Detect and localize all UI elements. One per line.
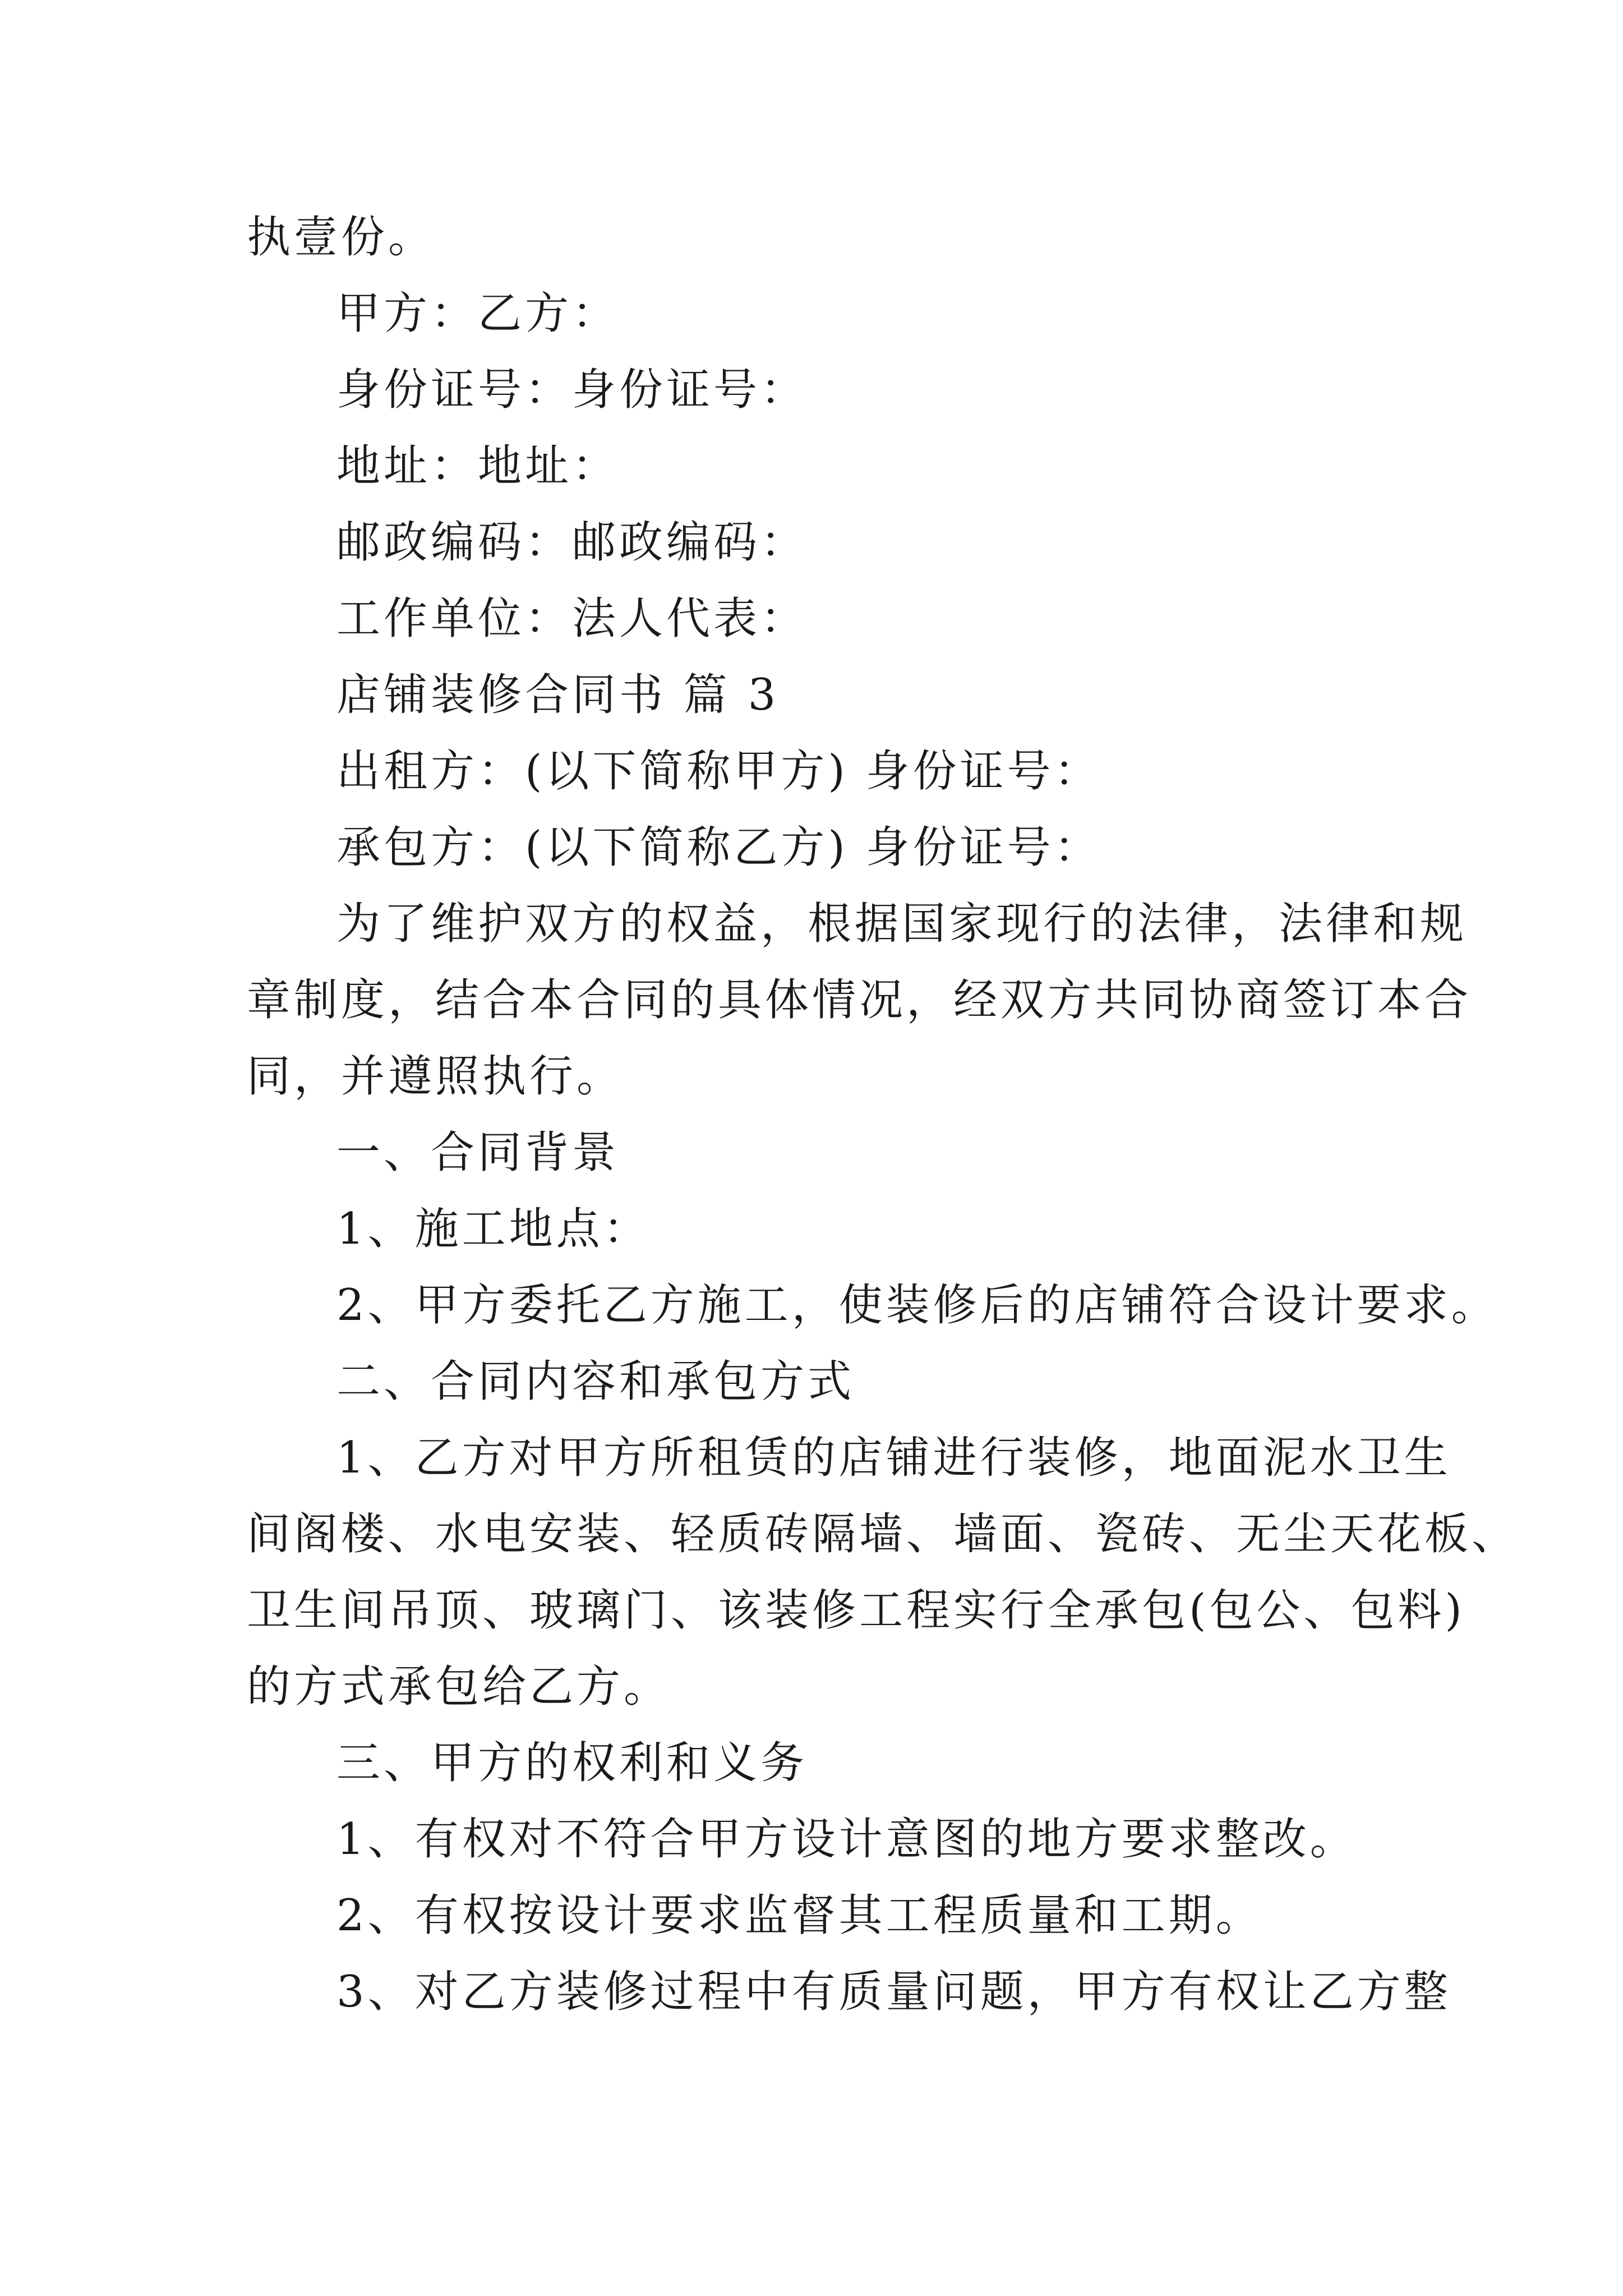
text-line: 1、有权对不符合甲方设计意图的地方要求整改。 xyxy=(336,1814,1357,1865)
text-line: 承包方：(以下简称乙方) 身份证号： xyxy=(336,822,1101,873)
text-line: 2、有权按设计要求监督其工程质量和工期。 xyxy=(336,1890,1263,1941)
text-line: 甲方：乙方： xyxy=(336,288,620,339)
text-line: 地址：地址： xyxy=(336,441,620,491)
section-heading: 店铺装修合同书 篇 3 xyxy=(336,670,780,720)
text-line: 工作单位：法人代表： xyxy=(336,593,808,644)
text-line: 1、乙方对甲方所租赁的店铺进行装修，地面泥水卫生 xyxy=(336,1433,1451,1483)
text-line: 同，并遵照执行。 xyxy=(247,1051,624,1102)
text-line: 出租方：(以下简称甲方) 身份证号： xyxy=(336,746,1101,797)
text-line: 3、对乙方装修过程中有质量问题，甲方有权让乙方整 xyxy=(336,1967,1451,2017)
text-line: 章制度，结合本合同的具体情况，经双方共同协商签订本合 xyxy=(247,975,1472,1025)
text-line: 1、施工地点： xyxy=(336,1204,651,1254)
text-line: 卫生间吊顶、玻璃门、该装修工程实行全承包(包公、包料) xyxy=(247,1585,1465,1636)
section-heading: 二、合同内容和承包方式 xyxy=(336,1356,855,1407)
text-line: 为了维护双方的权益，根据国家现行的法律，法律和规 xyxy=(336,899,1468,949)
text-line: 2、甲方委托乙方施工，使装修后的店铺符合设计要求。 xyxy=(336,1280,1498,1331)
text-line: 间阁楼、水电安装、轻质砖隔墙、墙面、瓷砖、无尘天花板、 xyxy=(247,1509,1519,1559)
text-line: 身份证号：身份证号： xyxy=(336,365,808,415)
text-line: 邮政编码：邮政编码： xyxy=(336,517,808,568)
section-heading: 一、合同背景 xyxy=(336,1128,620,1178)
text-line: 执壹份。 xyxy=(247,212,436,263)
document-body xyxy=(247,199,1519,2030)
text-line: 的方式承包给乙方。 xyxy=(247,1662,671,1712)
section-heading: 三、甲方的权利和义务 xyxy=(336,1738,808,1788)
